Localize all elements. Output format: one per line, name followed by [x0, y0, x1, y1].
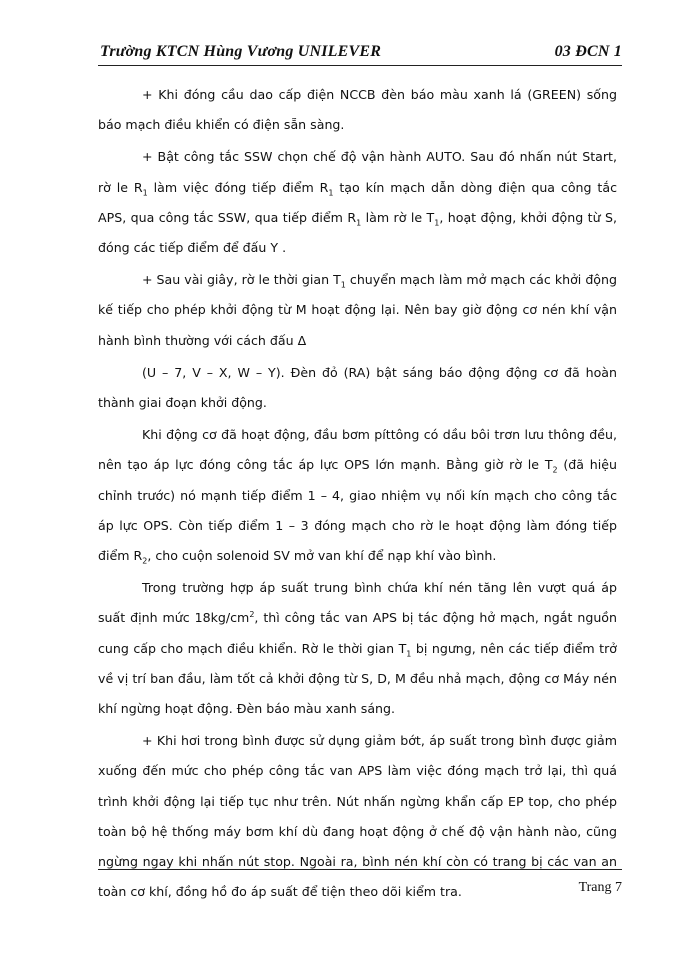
paragraph: (U – 7, V – X, W – Y). Đèn đỏ (RA) bật sáng báo động động cơ đã hoàn thành giai đoạn khởi động. [98, 364, 617, 411]
header-class-code: 03 ĐCN 1 [554, 43, 622, 60]
paragraph: Khi động cơ đã hoạt động, đầu bơm píttông có dầu bôi trơn lưu thông đều, nên tạo áp lực đóng công tắc áp lực OPS lớn mạnh. Bằng giờ rờ le $T_2$ (đã hiệu chỉnh trước) nó mạnh tiếp điểm 1 – 4, giao nhiệm vụ nối kín mạch cho công tắc áp lực OPS. Còn tiếp điểm 1 – 3 đóng mạch cho rờ le hoạt động làm đóng tiếp điểm $R_2$, cho cuộn solenoid SV mở van khí để nạp khí vào bình. [98, 427, 617, 566]
paragraph: Trong trường hợp áp suất trung bình chứa khí nén tăng lên vượt quá áp suất định mức $18kg/cm^2$, thì công tắc van APS bị tác động hở mạch, ngắt nguồn cung cấp cho mạch điều khiển. Rờ le thời gian $T_1$ bị ngưng, nên các tiếp điểm trở về vị trí ban đầu, làm tốt cả khởi động từ S, D, M đều nhả mạch, động cơ Máy nén khí ngừng hoạt động. Đèn báo màu xanh sáng. [98, 580, 617, 717]
page-footer [98, 869, 622, 900]
document-body [98, 80, 617, 909]
paragraph: + Sau vài giây, rờ le thời gian $T_1$ chuyển mạch làm mở mạch các khởi động kế tiếp cho phép khởi động từ M hoạt động lại. Nên bay giờ động cơ nén khí vận hành bình thường với cách đấu Δ [98, 272, 617, 348]
paragraph: + Khi đóng cầu dao cấp điện NCCB đèn báo màu xanh lá (GREEN) sống báo mạch điều khiển có điện sẵn sàng. [98, 87, 617, 133]
page-number: Trang 7 [578, 880, 622, 895]
paragraph: + Khi hơi trong bình được sử dụng giảm bớt, áp suất trong bình được giảm xuống đến mức cho phép công tắc van APS làm việc đóng mạch trở lại, thì quá trình khởi động lại tiếp tục như trên. Nút nhấn ngừng khẩn cấp EP top, cho phép toàn bộ hệ thống máy bơm khí dù đang hoạt động ở chế độ vận hành nào, cũng ngừng ngay khi nhấn nút stop. Ngoài ra, bình nén khí còn có trang bị các van an toàn cơ khí, đồng hồ đo áp suất để tiện theo dõi kiểm tra. [98, 733, 617, 900]
header-school-name: Trường KTCN Hùng Vương UNILEVER [100, 43, 382, 60]
paragraph: + Bật công tắc SSW chọn chế độ vận hành AUTO. Sau đó nhấn nút Start, rờ le $R_1$ làm việc đóng tiếp điểm $R_1$ tạo kín mạch dẫn dòng điện qua công tắc APS, qua công tắc SSW, qua tiếp điểm $R_1$ làm rờ le $T_1$, hoạt động, khởi động từ S, đóng các tiếp điểm để đấu Y . [98, 149, 617, 256]
page-header [98, 41, 622, 66]
